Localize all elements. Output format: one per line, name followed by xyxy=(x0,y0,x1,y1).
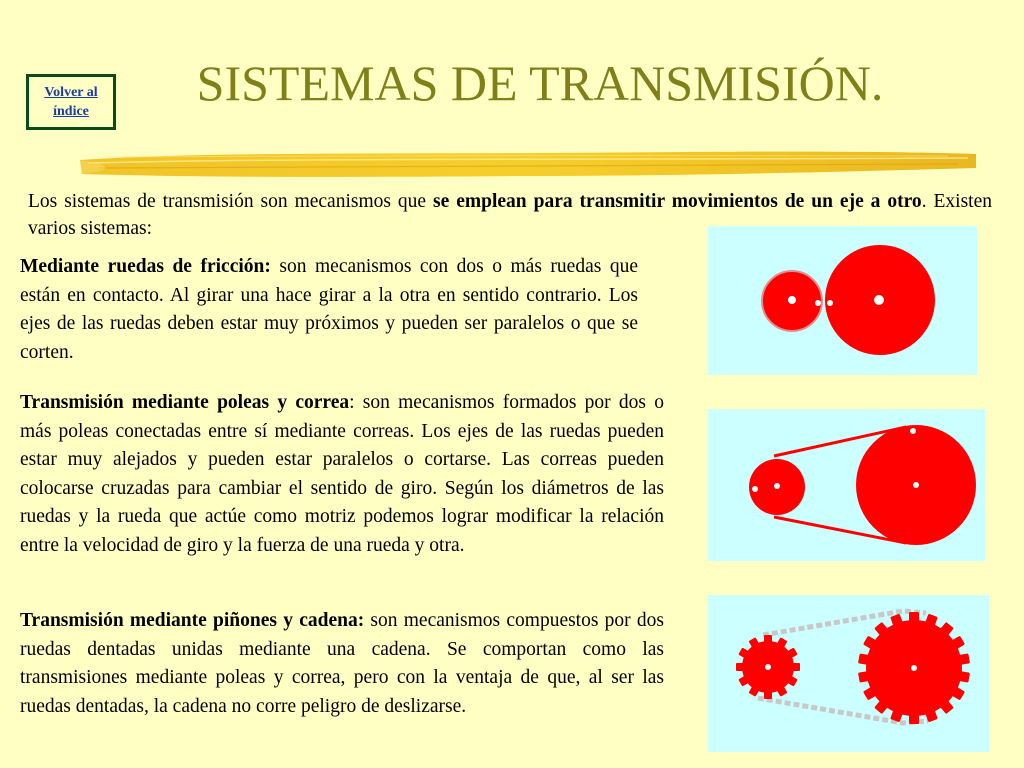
pulley-belt-text: : son mecanismos formados por dos o más poleas conectadas entre sí mediante correas. Los ejes de las ruedas pueden estar muy alejados y pueden estar paralelos o cortarse. Las correas pueden colocarse cruzadas para cambiar el sentido de giro. Según los diámetros de las ruedas y la rueda que actúe como motriz podemos lograr modificar la relación entre la velocidad de giro y la fuerza de una rueda y otra. xyxy=(20,392,665,556)
intro-text-post: . Existen varios sistemas: xyxy=(28,191,993,239)
back-to-index-label-1[interactable]: Volver al xyxy=(44,85,98,100)
pulley-belt-figure xyxy=(708,409,985,561)
gear-chain-figure xyxy=(708,595,989,752)
friction-wheels-paragraph xyxy=(20,253,638,367)
gear-chain-paragraph xyxy=(20,607,664,721)
friction-wheels-heading: Mediante ruedas de fricción: xyxy=(20,256,271,277)
gear-chain-heading: Transmisión mediante piñones y cadena: xyxy=(20,610,365,631)
pulley-belt-paragraph xyxy=(20,389,664,560)
gear-chain-text: son mecanismos compuestos por dos ruedas dentadas unidas mediante una cadena. Se comportan como las transmisiones mediante poleas y correa, pero con la ventaja de que, al ser las ruedas dentadas, la cadena no corre peligro de deslizarse. xyxy=(20,610,664,717)
yellow-brush-stroke-divider xyxy=(78,146,978,182)
page-title: SISTEMAS DE TRANSMISIÓN. xyxy=(196,55,884,111)
back-to-index-button[interactable] xyxy=(26,74,116,130)
intro-text-pre: Los sistemas de transmisión son mecanismos que xyxy=(28,191,434,212)
back-to-index-label-2[interactable]: índice xyxy=(53,104,89,119)
intro-text-bold: se emplean para transmitir movimientos de un eje a otro xyxy=(433,191,922,212)
friction-wheels-figure xyxy=(708,226,977,375)
friction-wheels-text: son mecanismos con dos o más ruedas que están en contacto. Al girar una hace girar a la otra en sentido contrario. Los ejes de las ruedas deben estar muy próximos y pueden ser paralelos o que se corten. xyxy=(20,256,639,363)
pulley-belt-heading: Transmisión mediante poleas y correa xyxy=(20,392,350,413)
